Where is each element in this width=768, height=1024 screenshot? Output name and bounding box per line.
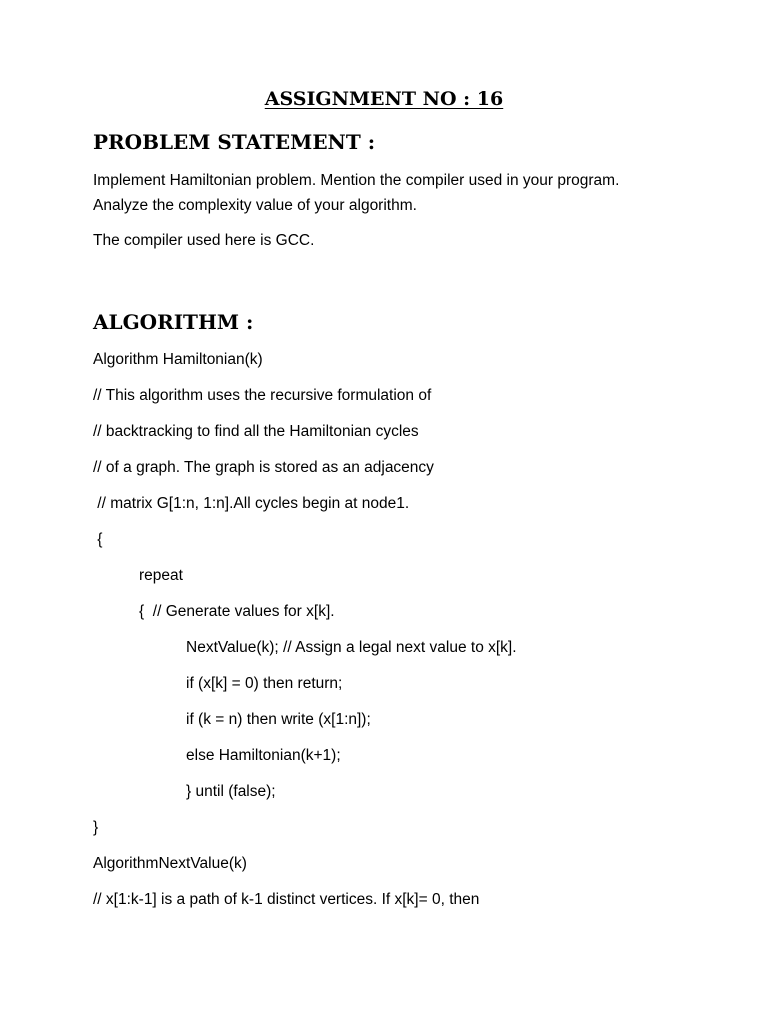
algorithm-heading: ALGORITHM :: [93, 310, 254, 334]
code-line: // This algorithm uses the recursive formulation of: [93, 387, 432, 404]
code-line: if (k = n) then write (x[1:n]);: [186, 711, 371, 728]
compiler-text: The compiler used here is GCC.: [93, 232, 315, 249]
code-line: // of a graph. The graph is stored as an adjacency: [93, 459, 434, 476]
code-line: // matrix G[1:n, 1:n].All cycles begin at node1.: [93, 495, 410, 512]
problem-text-line-1: Implement Hamiltonian problem. Mention the compiler used in your program.: [93, 172, 620, 189]
code-line: AlgorithmNextValue(k): [93, 855, 247, 872]
assignment-title: ASSIGNMENT NO : 16: [264, 88, 504, 110]
code-line: repeat: [139, 567, 183, 584]
code-line: else Hamiltonian(k+1);: [186, 747, 341, 764]
code-line: // backtracking to find all the Hamiltonian cycles: [93, 423, 419, 440]
code-line: }: [93, 819, 99, 836]
code-line: if (x[k] = 0) then return;: [186, 675, 343, 692]
code-line: } until (false);: [186, 783, 276, 800]
code-line: // x[1:k-1] is a path of k-1 distinct vertices. If x[k]= 0, then: [93, 891, 480, 908]
code-line: NextValue(k); // Assign a legal next value to x[k].: [186, 639, 517, 656]
problem-statement-heading: PROBLEM STATEMENT :: [93, 130, 376, 154]
code-line: { // Generate values for x[k].: [139, 603, 335, 620]
problem-text-line-2: Analyze the complexity value of your algorithm.: [93, 197, 417, 214]
code-line: Algorithm Hamiltonian(k): [93, 351, 263, 368]
code-line: {: [93, 531, 103, 548]
